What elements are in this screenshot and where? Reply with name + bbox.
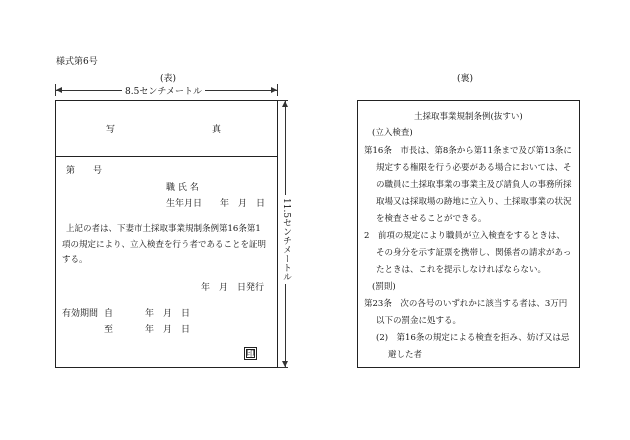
certificate-body-line-2: 項の規定により、立入検査を行う者であることを証明	[62, 240, 267, 250]
certificate-body-line-3: する。	[62, 255, 88, 265]
title-name-label: 職 氏 名	[166, 183, 199, 193]
back-line: 避した者	[388, 350, 423, 360]
seal-icon	[244, 347, 257, 360]
height-dimension-label: 11.5センチメートル	[280, 195, 293, 284]
back-line: の職員に土採取事業の事業主及び請負人の事務所採	[376, 180, 572, 190]
back-line: たときは、これを提示しなければならない。	[376, 265, 547, 275]
validity-to-date: 年 月 日	[145, 325, 191, 335]
birth-date-label: 生年月日 年 月 日	[166, 199, 266, 209]
arrow-left-icon	[56, 87, 62, 93]
form-number: 様式第6号	[56, 57, 98, 67]
photo-label-right: 真	[212, 125, 222, 135]
validity-to-label: 至	[104, 325, 114, 335]
seal-label: 印	[246, 349, 255, 358]
photo-label-left: 写	[106, 125, 116, 135]
back-line: 2 前項の規定により職員が立入検査をするときは、	[364, 231, 565, 241]
back-line: (立入検査)	[372, 128, 413, 138]
certificate-body-line-1: 上記の者は、下妻市土採取事業規制条例第16条第1	[66, 224, 261, 234]
front-side-label: (表)	[160, 74, 177, 84]
photo-divider	[55, 156, 278, 157]
validity-label: 有効期間	[62, 309, 99, 319]
back-line: 第16条 市長は、第8条から第11条まで及び第13条に	[364, 146, 572, 156]
back-line: その身分を示す証票を携帯し、関係者の請求があっ	[376, 248, 572, 258]
back-side-label: (裏)	[457, 74, 474, 84]
arrow-down-icon	[282, 361, 288, 367]
back-line: 第23条 次の各号のいずれかに該当する者は、3万円	[364, 299, 568, 309]
back-line: 規定する権限を行う必要がある場合においては、そ	[376, 163, 572, 173]
arrow-right-icon	[271, 87, 277, 93]
back-line: (罰則)	[372, 282, 396, 292]
width-dimension-label: 8.5センチメートル	[122, 84, 205, 97]
validity-from-label: 自	[104, 309, 114, 319]
back-line: 以下の罰金に処する。	[376, 316, 462, 326]
back-line: 取場又は採取場の跡地に立入り、土採取事業の状況	[376, 197, 572, 207]
arrow-up-icon	[282, 101, 288, 107]
validity-from-date: 年 月 日	[145, 309, 191, 319]
back-line: を検査させることができる。	[376, 214, 487, 224]
back-title: 土採取事業規制条例(抜すい)	[414, 112, 523, 122]
issue-date: 年 月 日発行	[201, 283, 265, 293]
certificate-number: 第 号	[66, 166, 103, 176]
back-line: (2) 第16条の規定による検査を拒み、妨げ又は忌	[376, 333, 570, 343]
